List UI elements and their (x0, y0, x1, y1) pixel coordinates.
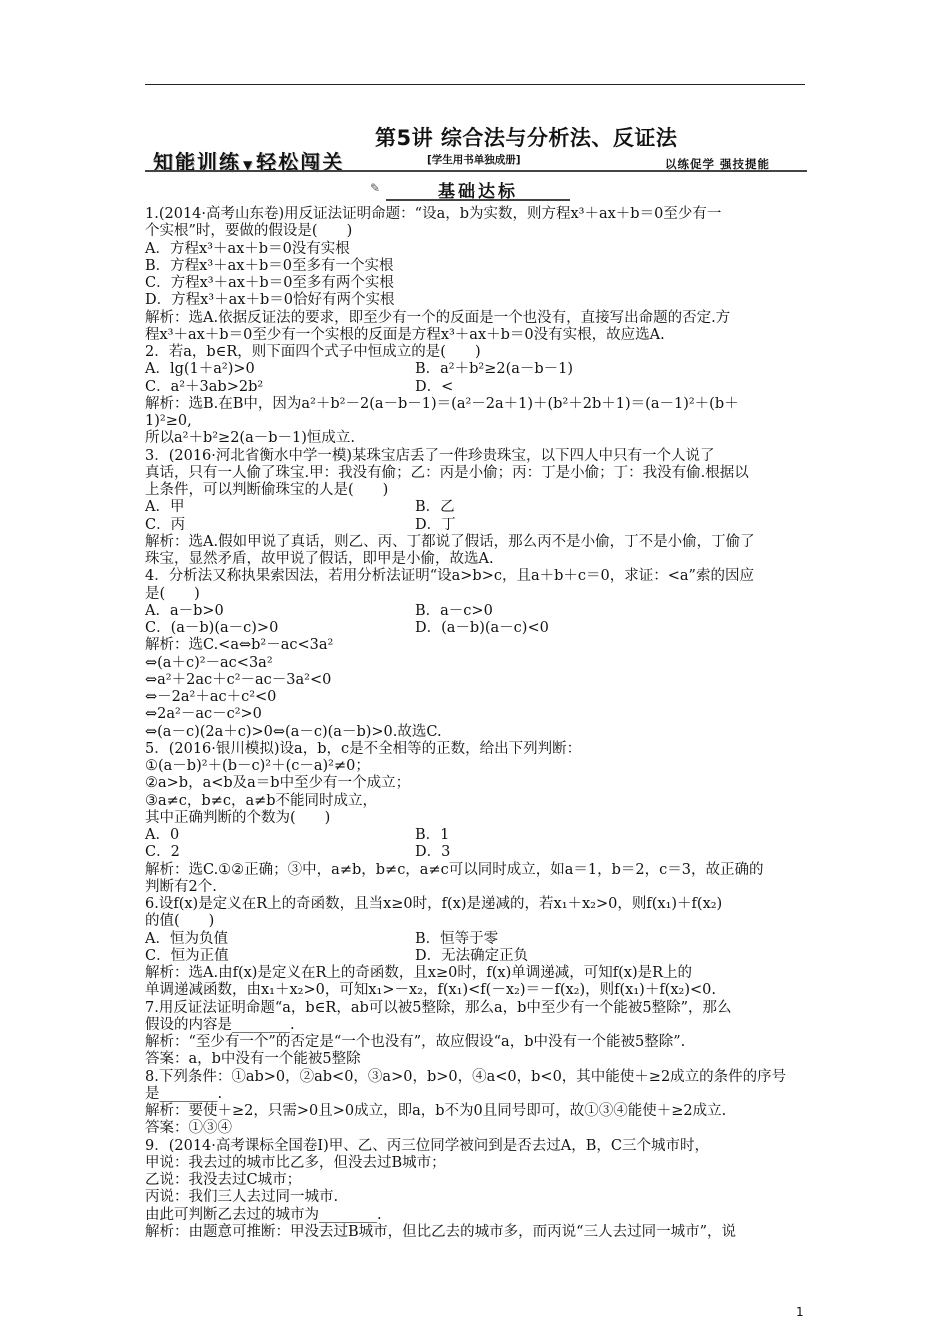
text-line: 解析：选A.由f(x)是定义在R上的奇函数，且x≥0时，f(x)单调递减，可知f(x)是R上的 (145, 965, 693, 981)
text-line (145, 620, 810, 637)
option-left: C．丙 (145, 516, 186, 533)
option-right: D．丁 (415, 516, 456, 533)
text-line: 6.设f(x)是定义在R上的奇函数，且当x≥0时，f(x)是递减的，若x₁＋x₂>0，则f(x₁)＋f(x₂) (145, 896, 723, 912)
text-line: 甲说：我去过的城市比乙多，但没去过B城市； (145, 1154, 446, 1171)
text-line: ⇔a²＋2ac＋c²－ac－3a²<0 (145, 671, 332, 688)
text-line (145, 603, 810, 620)
section-title: 基础达标 (386, 177, 570, 201)
text-line: 乙说：我没去过C城市； (145, 1172, 302, 1188)
text-line: 程x³＋ax＋b＝0至少有一个实根的反面是方程x³＋ax＋b＝0没有实根，故应选A. (145, 326, 665, 343)
text-line: 解析：选B.在B中，因为a²＋b²－2(a－b－1)＝(a²－2a＋1)＋(b²＋2b＋1)＝(a－1)²＋(b＋ (145, 395, 739, 412)
text-line: 假设的内容是________. (145, 1016, 295, 1033)
text-line: 解析：要使＋≥2，只需>0且>0成立，即a，b不为0且同号即可，故①③④能使＋≥2成立. (145, 1103, 727, 1119)
option-right: B．a²＋b²≥2(a－b－1) (415, 361, 574, 378)
text-line: ②a>b，a<b及a＝b中至少有一个成立； (145, 775, 411, 792)
option-left: A．0 (145, 827, 180, 843)
text-line (145, 517, 810, 534)
text-line: ⇔(a－c)(2a＋c)>0⇔(a－c)(a－b)>0.故选C. (145, 723, 442, 740)
text-line: 解析：选A.依据反证法的要求，即至少有一个的反面是一个也没有，直接写出命题的否定.方 (145, 309, 731, 326)
text-line: D．方程x³＋ax＋b＝0恰好有两个实根 (145, 292, 395, 309)
option-left: C．恒为正值 (145, 947, 229, 964)
header-line (145, 170, 807, 172)
text-line (145, 948, 810, 965)
text-line: ⇔－2a²＋ac＋c²<0 (145, 689, 277, 705)
option-right: B．乙 (415, 499, 455, 516)
text-line: 其中正确判断的个数为( ) (145, 809, 331, 826)
text-line: 1)²≥0, (145, 413, 192, 429)
option-right: D．< (415, 378, 454, 395)
text-line (145, 844, 810, 861)
option-left: C．a²＋3ab>2b² (145, 378, 264, 395)
text-line: B．方程x³＋ax＋b＝0至多有一个实根 (145, 257, 394, 274)
text-line: 个实根”时，要做的假设是( ) (145, 223, 353, 240)
text-line: 解析：选A.假如甲说了真话，则乙、丙、丁都说了假话，那么丙不是小偷，丁不是小偷，丁偷了 (145, 533, 755, 550)
text-line: ③a≠c，b≠c，a≠b不能同时成立， (145, 792, 378, 809)
text-line: 珠宝，显然矛盾，故甲说了假话，即甲是小偷，故选A. (145, 551, 494, 567)
text-line: 判断有2个. (145, 878, 217, 895)
chapter-title: 第5讲 综合法与分析法、反证法 (375, 126, 678, 150)
text-line: 解析：“至少有一个”的否定是“一个也没有”，故应假设“a，b中没有一个能被5整除”. (145, 1034, 686, 1050)
pencil-icon: ✎ (370, 181, 384, 195)
text-line: 上条件，可以判断偷珠宝的人是( ) (145, 482, 389, 498)
text-line: 5．(2016·银川模拟)设a，b，c是不全相等的正数，给出下列判断： (145, 740, 582, 757)
text-line: 由此可判断乙去过的城市为________. (145, 1206, 382, 1223)
text-line: 是________. (145, 1085, 223, 1102)
section-badge (370, 177, 570, 202)
text-line: 所以a²＋b²≥2(a－b－1)恒成立. (145, 430, 356, 447)
option-left: A．a－b>0 (145, 602, 224, 619)
option-right: D．3 (415, 844, 451, 861)
page-number: 1 (796, 1305, 804, 1319)
text-line: 解析：选C.①②正确；③中，a≠b，b≠c，a≠c可以同时成立，如a＝1，b＝2，c＝3，故正确的 (145, 861, 764, 878)
text-line (145, 931, 810, 948)
exercise-body (145, 206, 810, 1241)
text-line: 7.用反证法证明命题“a，b∈R，ab可以被5整除，那么a，b中至少有一个能被5整除”，那么 (145, 999, 732, 1016)
option-right: D．无法确定正负 (415, 947, 529, 964)
text-line: 2．若a，b∈R，则下面四个式子中恒成立的是( ) (145, 344, 481, 360)
text-line: C．方程x³＋ax＋b＝0至多有两个实根 (145, 275, 394, 291)
lesson-header (145, 120, 810, 202)
text-line: A．方程x³＋ax＋b＝0没有实根 (145, 240, 350, 257)
text-line: 答案：①③④ (145, 1120, 232, 1137)
option-left: C．(a－b)(a－c)>0 (145, 620, 279, 636)
text-line: 答案：a，b中没有一个能被5整除 (145, 1051, 361, 1068)
text-line: 解析：由题意可推断：甲没去过B城市，但比乙去的城市多，而丙说“三人去过同一城市”，说 (145, 1223, 736, 1240)
option-right: B．1 (415, 827, 450, 843)
option-right: B．恒等于零 (415, 930, 499, 947)
text-line: 3．(2016·河北省衡水中学一模)某珠宝店丢了一件珍贵珠宝，以下四人中只有一个人说了 (145, 447, 715, 464)
text-line: ⇔2a²－ac－c²>0 (145, 706, 262, 723)
option-left: C．2 (145, 844, 180, 861)
text-line (145, 361, 810, 378)
top-rule (145, 84, 805, 85)
text-line (145, 379, 810, 396)
text-line: 9．(2014·高考课标全国卷Ⅰ)甲、乙、丙三位同学被问到是否去过A，B，C三个城市时， (145, 1137, 709, 1154)
banner-left-text-1: 知能训练 (153, 150, 241, 174)
text-line: 的值( ) (145, 913, 215, 930)
option-left: A．甲 (145, 499, 185, 516)
banner-left-text-2: 轻松闯关 (256, 150, 345, 174)
text-line: 1.(2014·高考山东卷)用反证法证明命题：“设a，b为实数，则方程x³＋ax＋b＝0至少有一 (145, 206, 722, 222)
text-line: ①(a－b)²＋(b－c)²＋(c－a)²≠0； (145, 758, 370, 774)
text-line: 真话，只有一人偷了珠宝.甲：我没有偷；乙：丙是小偷；丙：丁是小偷；丁：我没有偷.根据以 (145, 464, 749, 481)
text-line: 丙说：我们三人去过同一城市. (145, 1189, 339, 1206)
banner-note: [学生用书单独成册] (427, 154, 521, 166)
banner-right: 以练促学 强技提能 (665, 157, 771, 171)
option-right: D．(a－b)(a－c)<0 (415, 620, 549, 636)
text-line: 单调递减函数，由x₁＋x₂>0，可知x₁>－x₂，f(x₁)<f(－x₂)＝－f(x₂)，则f(x₁)＋f(x₂)<0. (145, 982, 716, 999)
triangle-icon: ▼ (243, 158, 255, 172)
option-left: A．lg(1＋a²)>0 (145, 361, 255, 378)
text-line: 8.下列条件：①ab>0，②ab<0，③a>0，b>0，④a<0，b<0，其中能使＋≥2成立的条件的序号 (145, 1068, 787, 1085)
text-line (145, 827, 810, 844)
option-left: A．恒为负值 (145, 930, 228, 947)
text-line: ⇔(a＋c)²－ac<3a² (145, 654, 273, 671)
text-line: 是( ) (145, 585, 200, 602)
text-line (145, 499, 810, 516)
option-right: B．a－c>0 (415, 602, 493, 619)
text-line: 4．分析法又称执果索因法，若用分析法证明“设a>b>c，且a＋b＋c＝0，求证：<a”索的因应 (145, 568, 754, 585)
text-line: 解析：选C.<a⇔b²－ac<3a² (145, 637, 334, 654)
